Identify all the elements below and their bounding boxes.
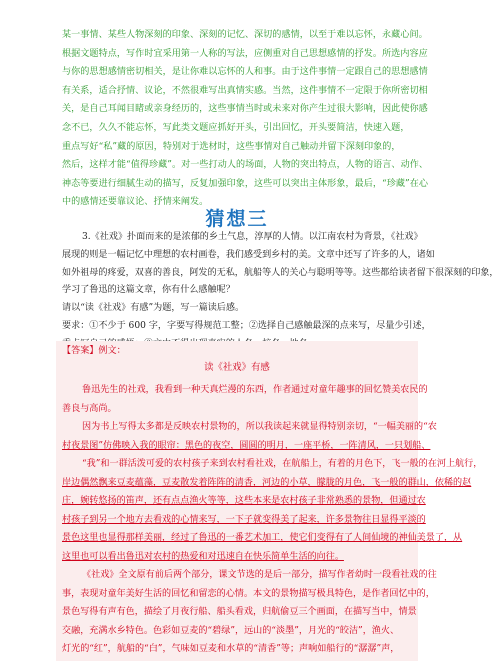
question-line: 学习了鲁迅的这篇文章，你有什么感触呢？ xyxy=(62,285,235,296)
question-line: 请以“读《社戏》有感”为题，写一篇读后感。 xyxy=(62,303,245,314)
essay-line: 鲁迅先生的社戏，我看到一种天真烂漫的东西，作者通过对童年趣事的回忆赞美农民的 xyxy=(82,385,428,395)
essay-line: 这里也可以看出鲁迅对农村的热爱和对迅速自在快乐简单生活的向往。 xyxy=(62,551,344,562)
paragraph-line: 某一事情、某些人物深刻的印象、深刻的记忆、深切的感情，以至于难以忘怀，永藏心间。 xyxy=(62,30,428,40)
question-line: 要求：①不少于 600 字，字要写得规范工整；②选择自己感触最深的点来写，尽量少引述， xyxy=(62,320,431,331)
essay-line: 《社戏》全文原有前后两个部分，课文节选的是后一部分，描写作者幼时一段看社戏的往 xyxy=(82,570,437,580)
essay-line: 因为书上写得太多都是反映农村景物的，所以我读起来就显得特别亲切，“一幅美丽的“农 xyxy=(82,422,437,432)
question-line: 如外祖母的疼爱，双喜的善良，阿发的无私，航船等人的关心与聪明等等。这些都给读者留下很深刻的印象， xyxy=(62,267,499,278)
essay-line: “我”和一群活泼可爱的农村孩子来到农村看社戏，在航船上，有着的月色下，飞一般的在河上航行， xyxy=(82,459,483,469)
essay-line: 庄，婉转悠扬的笛声，还有点点渔火等等，这些本来是农村孩子非常熟悉的景物，但通过农 xyxy=(62,496,426,506)
paragraph-line: 念不已，久久不能忘怀，写此类文题应抓好开头，引出回忆，开头要简洁，快速入题， xyxy=(62,122,410,133)
essay-body xyxy=(62,381,483,659)
essay-line: 灯光的“红”，航船的“白”，气味如豆麦和水草的“清香”等；声响如船行的“潺潺”声， xyxy=(62,644,400,654)
paragraph-line: 关，是自己耳闻目睹或亲身经历的，这些事情当时或未来对你产生过很大影响，因此使你感 xyxy=(62,104,428,115)
paragraph-line: 根据文题特点，写作时宜采用第一人称的写法，应侧重对自己思想感情的抒发。所选内容应 xyxy=(62,48,428,59)
essay-line: 景色这里也显得那样美丽，经过了鲁迅的一番艺术加工，使它们变得有了人间仙境的神仙美景了，从 xyxy=(62,533,463,543)
answer-tag: 【答案】 xyxy=(62,346,99,356)
essay-line: 景色写得有声有色，描绘了月夜行船、船头看戏，归航偷豆三个画面，在描写当中，情景 xyxy=(62,607,417,617)
answer-label xyxy=(62,343,126,359)
answer-example-label: 例文： xyxy=(98,346,126,356)
paragraph-line: 重点写好“私”藏的原因，特别对于选材时，这些事情对自己触动并留下深刻印象的， xyxy=(62,141,401,152)
essay-line: 事，表现对童年美好生活的回忆和留恋的心情。本文的景物描写极具特色，是作者回忆中的， xyxy=(62,588,435,599)
paragraph-line: 然后，这样才能“值得珍藏”。对一些打动人的场面，人物的突出特点，人物的语言、动作、 xyxy=(62,160,429,171)
answer-box xyxy=(56,341,483,661)
essay-title: 读《社戏》有感 xyxy=(204,362,270,373)
top-paragraph xyxy=(62,26,429,212)
essay-line: 村夜景图”仿佛映入我的眼帘：黑色的夜空，圆圆的明月，一座平桥，一阵清风，一只划船、 xyxy=(62,440,431,451)
essay-line: 交融，充满水乡特色。色彩如豆麦的“碧绿”，远山的“淡墨”，月光的“皎洁”，渔火、 xyxy=(62,625,400,636)
essay-line: 岸边偶然飘来豆麦蕴藻，豆麦散发着阵阵的清香，河边的小草，朦胧的月色，飞一般的群山，依稀的赵 xyxy=(62,477,472,488)
paragraph-line: 与你的思想感情密切相关，是让你难以忘怀的人和事。由于这件事情一定跟自己的思想感情 xyxy=(62,67,428,78)
paragraph-line: 神态等要进行细腻生动的描写，反复加强印象，这些可以突出主体形象，最后，“珍藏”在心 xyxy=(62,178,429,189)
paragraph-line: 中的感情还要靠议论、抒情来阐发。 xyxy=(62,197,209,208)
question-line: 展现的则是一幅记忆中理想的农村画卷，我们感受到乡村的美。文章中还写了许多的人，诸如 xyxy=(62,249,435,260)
question-line: 3.《社戏》扑面而来的是浓郁的乡土气息，淳厚的人情。以江南农村为背景，《社戏》 xyxy=(82,232,423,242)
section-heading: 猜想三 xyxy=(205,208,269,230)
essay-line: 善良与高尚。 xyxy=(62,403,117,414)
question-block xyxy=(62,229,499,354)
essay-line: 村孩子到另一个地方去看戏的心情来写，一下子就变得美了起来，许多景物往日显得平淡的 xyxy=(62,514,426,525)
paragraph-line: 有关系，适合抒情、议论，不然很难写出真情实感。当然，这件事情不一定限于你所密切相 xyxy=(62,85,428,96)
